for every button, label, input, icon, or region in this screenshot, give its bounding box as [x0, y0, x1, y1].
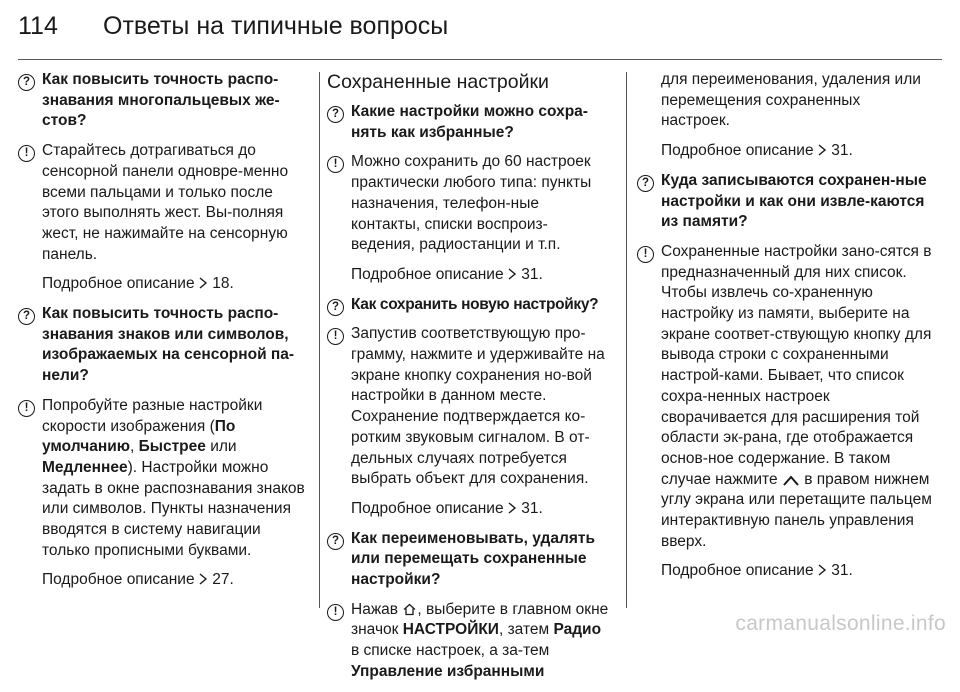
question [22, 304, 310, 387]
column-3 [637, 70, 933, 591]
column-divider-1 [319, 72, 320, 608]
answer-text: Попробуйте разные настройки скорости изображения ( [42, 396, 263, 435]
reference-label: Подробное описание [351, 265, 504, 283]
qa-continuation [637, 70, 933, 162]
option-faster: Быстрее [138, 438, 206, 456]
exclamation-circle-icon: ! [18, 397, 35, 414]
arrow-right-icon [818, 564, 827, 576]
qa-item [327, 295, 610, 520]
option-slower: Медленнее [42, 458, 128, 476]
answer-text: Старайтесь дотрагиваться до сенсорной панели одновре-менно всеми пальцами и только после этого выполнять жест. Вы-полняя жест, не нажимайте на сенсорную панель. [42, 142, 289, 263]
exclamation-circle-icon: ! [327, 601, 344, 618]
exclamation-circle-icon: ! [327, 153, 344, 170]
reference [661, 141, 933, 162]
question-text: Какие настройки можно сохра-нять как избранные? [351, 103, 588, 141]
arrow-right-icon [508, 502, 517, 514]
question-circle-icon: ? [327, 296, 344, 313]
answer [333, 600, 610, 683]
reference-page[interactable]: 18. [212, 275, 234, 293]
question [331, 529, 610, 591]
answer-text: Нажав [351, 600, 403, 618]
question-text: Как сохранить новую настройку? [351, 295, 599, 313]
arrow-right-icon [508, 268, 517, 280]
answer [643, 242, 933, 553]
exclamation-circle-icon: ! [18, 142, 35, 159]
qa-item [327, 529, 610, 683]
chevron-up-icon [782, 473, 800, 487]
question [22, 70, 310, 132]
reference-page[interactable]: 27. [212, 571, 234, 589]
section-title: Сохраненные настройки [327, 71, 549, 93]
home-icon [402, 602, 417, 617]
reference-label: Подробное описание [351, 499, 504, 517]
reference [661, 561, 933, 582]
separator: , [129, 438, 139, 456]
arrow-right-icon [199, 277, 208, 289]
reference-label: Подробное описание [42, 571, 195, 589]
qa-item [637, 171, 933, 582]
answer [333, 324, 610, 490]
page-number: 114 [18, 12, 58, 40]
answer-text: в правом нижнем углу экрана или перетащите пальцем интерактивную панель управления вверх. [661, 470, 932, 550]
separator: или [205, 438, 237, 456]
column-2 [327, 70, 610, 692]
qa-item [327, 102, 610, 286]
page-title: Ответы на типичные вопросы [103, 12, 449, 40]
exclamation-circle-icon: ! [327, 325, 344, 342]
answer [24, 141, 310, 265]
answer-continuation: для переименования, удаления или перемещения сохраненных настроек. [661, 71, 921, 130]
page-header [0, 0, 960, 60]
exclamation-circle-icon: ! [637, 243, 654, 260]
question-circle-icon: ? [18, 71, 35, 88]
reference-page[interactable]: 31. [521, 265, 543, 283]
watermark: carmanualsonline.info [735, 612, 946, 635]
reference-label: Подробное описание [661, 142, 814, 160]
answer-text: , выберите в главном окне значок [351, 600, 609, 639]
question [331, 295, 610, 316]
answer [24, 396, 310, 562]
arrow-right-icon [199, 573, 208, 585]
qa-item [18, 70, 310, 295]
question-circle-icon: ? [637, 172, 654, 189]
reference [42, 274, 310, 295]
question-circle-icon: ? [18, 305, 35, 322]
question-text: Как повысить точность распо-знавания знаков или символов, изображаемых на сенсорной па-нели? [42, 305, 295, 385]
qa-item [18, 304, 310, 591]
reference [351, 499, 610, 520]
reference-page[interactable]: 31. [521, 499, 543, 517]
column-1 [18, 70, 310, 600]
option-default: По умолчанию [42, 417, 236, 456]
question-text: Как переименовывать, удалять или перемещать сохраненные настройки? [351, 529, 595, 589]
question [641, 171, 933, 233]
arrow-right-icon [818, 144, 827, 156]
question-circle-icon: ? [327, 530, 344, 547]
reference [351, 265, 610, 286]
answer-text: Сохраненные настройки зано-сятся в предназначенный для них список. Чтобы извлечь со-храненную настройку из памяти, выберите на экране соответ-ствующую кнопку для вывода строки с сохраненными настрой-ками. Бывает, что список сохра-ненных настроек сворачивается для расширения той области эк-рана, где отображается основ-ное содержание. В таком случае нажмите [661, 242, 932, 488]
reference-page[interactable]: 31. [831, 142, 853, 160]
header-divider [18, 59, 942, 60]
reference-label: Подробное описание [661, 562, 814, 580]
answer-text: ). Настройки можно задать в окне распознавания знаков или символов. Пункты назначения вводятся в систему навигации только прописными буквами. [42, 458, 305, 559]
reference-label: Подробное описание [42, 275, 195, 293]
reference [42, 570, 310, 591]
question-circle-icon: ? [327, 103, 344, 120]
column-divider-2 [626, 72, 627, 608]
radio-label: Радио [553, 621, 602, 639]
question-text: Как повысить точность распо-знавания многопальцевых же-стов? [42, 71, 280, 130]
reference-page[interactable]: 31. [831, 562, 853, 580]
settings-label: НАСТРОЙКИ [402, 621, 499, 639]
manage-favorites-label: Управление избранными [351, 662, 545, 680]
answer-text: Можно сохранить до 60 настроек практически любого типа: пункты назначения, телефон-ные контакты, списки воспроиз-ведения, радиостанции и т.п. [351, 153, 592, 254]
answer-text: Запустив соответствующую про-грамму, нажмите и удерживайте на экране кнопку сохранения но-вой настройки в данном месте. Сохранение подтверждается ко-ротким звуковым сигналом. В от-дельных случаях потребуется выбрать объект для сохранения. [351, 325, 605, 488]
answer [333, 152, 610, 256]
answer-text: , затем [498, 621, 554, 639]
question [331, 102, 610, 143]
answer-text: в списке настроек, а за-тем [351, 642, 550, 660]
question-text: Куда записываются сохранен-ные настройки и как они извле-каются из памяти? [661, 171, 927, 231]
